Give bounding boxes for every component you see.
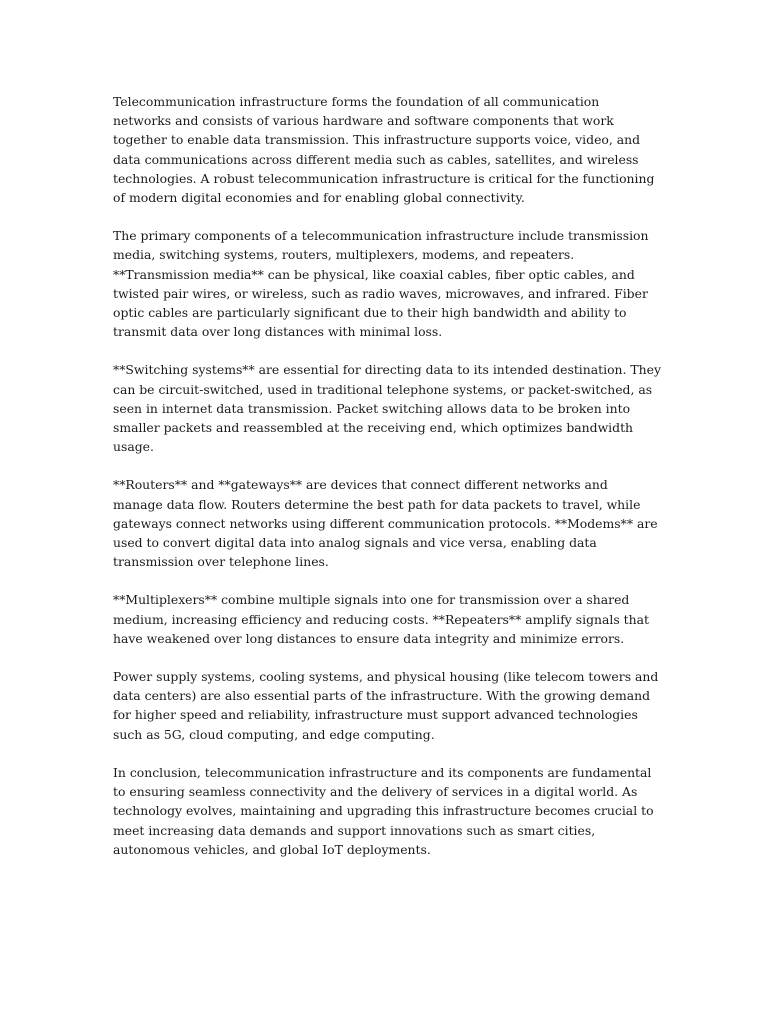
paragraph-primary-components: The primary components of a telecommunication infrastructure include transmission media, switching systems, routers, multiplexers, modems, and repeaters. **Transmission media** can be physical, like coaxial cables, fiber optic cables, and twisted pair wires, or wireless, such as radio waves, microwaves, and infrared. Fiber optic cables are particularly significant due to their high bandwidth and ability to transmit data over long distances with minimal loss.	[113, 228, 649, 340]
paragraph-intro: Telecommunication infrastructure forms the foundation of all communication networks and consists of various hardware and software components that work together to enable data transmission. This infrastructure supports voice, video, and data communications across different media such as cables, satellites, and wireless technologies. A robust telecommunication infrastructure is critical for the functioning of modern digital economies and for enabling global connectivity.	[113, 94, 655, 206]
paragraph-routers-gateways: **Routers** and **gateways** are devices that connect different networks and manage data flow. Routers determine the best path for data packets to travel, while gateways connect networks using different communication protocols. **Modems** are used to convert digital data into analog signals and vice versa, enabling data transmission over telephone lines.	[113, 477, 658, 570]
paragraph-conclusion: In conclusion, telecommunication infrastructure and its components are fundamental to ensuring seamless connectivity and the delivery of services in a digital world. As technology evolves, maintaining and upgrading this infrastructure becomes crucial to meet increasing data demands and support innovations such as smart cities, autonomous vehicles, and global IoT deployments.	[113, 764, 654, 857]
document-body	[113, 92, 661, 878]
paragraph-switching-systems: **Switching systems** are essential for directing data to its intended destination. They can be circuit-switched, used in traditional telephone systems, or packet-switched, as seen in internet data transmission. Packet switching allows data to be broken into smaller packets and reassembled at the receiving end, which optimizes bandwidth usage.	[113, 362, 661, 455]
paragraph-multiplexers-repeaters: **Multiplexers** combine multiple signals into one for transmission over a shared medium, increasing efficiency and reducing costs. **Repeaters** amplify signals that have weakened over long distances to ensure data integrity and minimize errors.	[113, 592, 649, 646]
paragraph-power-cooling: Power supply systems, cooling systems, and physical housing (like telecom towers and data centers) are also essential parts of the infrastructure. With the growing demand for higher speed and reliability, infrastructure must support advanced technologies such as 5G, cloud computing, and edge computing.	[113, 669, 659, 742]
